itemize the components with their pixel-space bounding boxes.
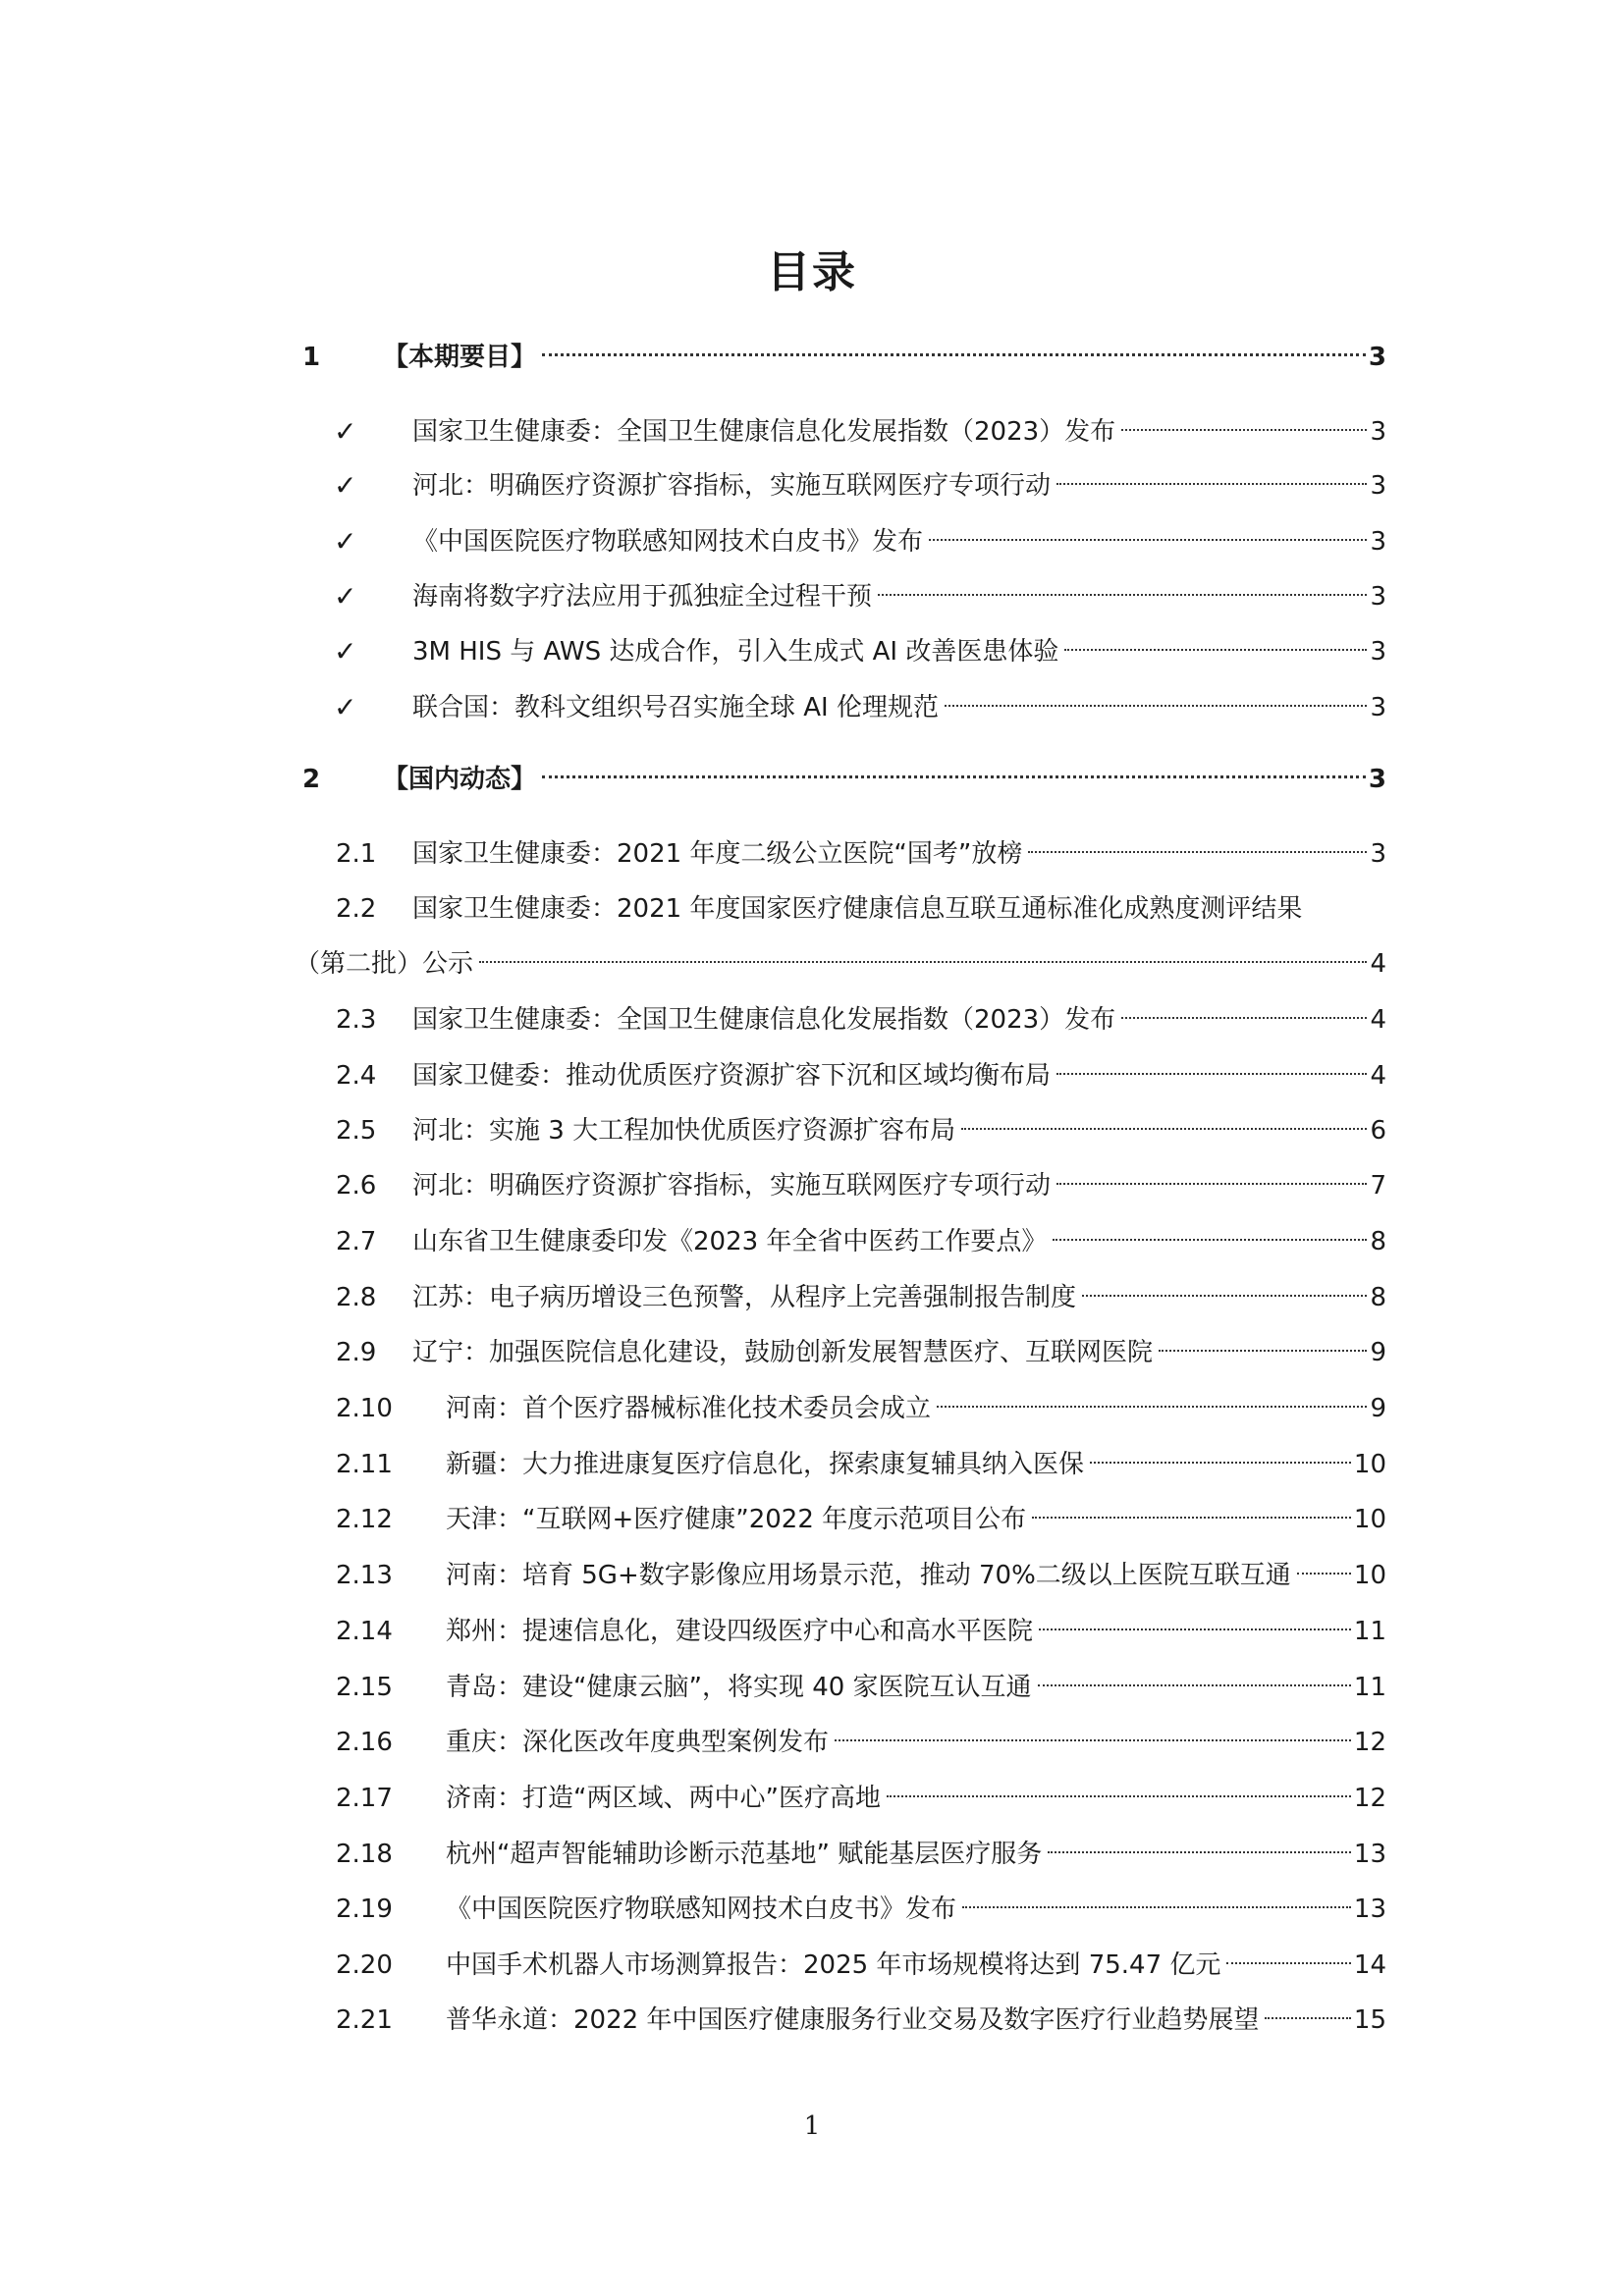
- toc-entry[interactable]: [295, 1888, 1386, 1931]
- entry-page-number: 13: [1353, 1840, 1386, 1869]
- entry-title: 辽宁：加强医院信息化建设，鼓励创新发展智慧医疗、互联网医院: [412, 1338, 1154, 1367]
- entry-number: 2.2: [336, 894, 377, 924]
- dot-leader: [1121, 1017, 1367, 1019]
- entry-page-number: 4: [1370, 949, 1386, 979]
- dot-leader: [542, 353, 1366, 356]
- entry-number: 2.7: [336, 1227, 377, 1256]
- entry-page-number: 3: [1370, 839, 1386, 869]
- entry-page-number: 9: [1370, 1338, 1386, 1367]
- entry-title: 济南：打造“两区域、两中心”医疗高地: [446, 1784, 881, 1813]
- entry-number: 2.6: [336, 1171, 377, 1201]
- entry-number: 2.10: [336, 1394, 393, 1423]
- page-number: 1: [803, 2111, 821, 2141]
- entry-title: 普华永道：2022 年中国医疗健康服务行业交易及数字医疗行业趋势展望: [446, 2005, 1260, 2035]
- entry-title: 江苏：电子病历增设三色预警，从程序上完善强制报告制度: [412, 1283, 1077, 1312]
- dot-leader: [1064, 649, 1367, 651]
- entry-number: 2.9: [336, 1338, 377, 1367]
- entry-page-number: 7: [1370, 1171, 1386, 1201]
- dot-leader: [1297, 1573, 1351, 1575]
- toc-entry[interactable]: [295, 1498, 1386, 1541]
- dot-leader: [937, 1406, 1367, 1408]
- toc-entry[interactable]: [295, 1220, 1386, 1263]
- dot-leader: [878, 594, 1367, 596]
- entry-page-number: 9: [1370, 1394, 1386, 1423]
- toc-entry[interactable]: [295, 1944, 1386, 1987]
- entry-number: 2.4: [336, 1061, 377, 1091]
- checkmark-icon: ✓: [334, 525, 357, 558]
- entry-title: 《中国医院医疗物联感知网技术白皮书》发布: [446, 1895, 957, 1924]
- dot-leader: [1226, 1962, 1351, 1964]
- toc-entry[interactable]: [295, 1109, 1386, 1152]
- entry-page-number: 3: [1370, 693, 1386, 722]
- checkmark-icon: ✓: [334, 691, 357, 723]
- dot-leader: [945, 705, 1367, 707]
- toc-entry[interactable]: [295, 832, 1386, 876]
- toc-entry[interactable]: [295, 1554, 1386, 1597]
- toc-highlight-item[interactable]: [295, 686, 1386, 729]
- entry-page-number: 15: [1353, 2005, 1386, 2035]
- entry-title: 郑州：提速信息化，建设四级医疗中心和高水平医院: [446, 1617, 1034, 1646]
- entry-page-number: 4: [1370, 1005, 1386, 1035]
- entry-page-number: 3: [1370, 417, 1386, 447]
- entry-title: 【国内动态】: [383, 765, 537, 794]
- entry-number: 2.13: [336, 1561, 393, 1590]
- entry-title: 河南：首个医疗器械标准化技术委员会成立: [446, 1394, 932, 1423]
- checkmark-icon: ✓: [334, 469, 357, 502]
- dot-leader: [962, 1906, 1351, 1908]
- dot-leader: [835, 1739, 1351, 1741]
- entry-title: 河北：实施 3 大工程加快优质医疗资源扩容布局: [412, 1116, 956, 1146]
- dot-leader: [887, 1795, 1351, 1797]
- dot-leader: [1056, 1073, 1367, 1075]
- entry-number: 1: [302, 343, 321, 372]
- entry-title: 3M HIS 与 AWS 达成合作，引入生成式 AI 改善医患体验: [412, 637, 1059, 667]
- checkmark-icon: ✓: [334, 635, 357, 667]
- entry-title: 国家卫生健康委：全国卫生健康信息化发展指数（2023）发布: [412, 1005, 1116, 1035]
- entry-title: 杭州“超声智能辅助诊断示范基地” 赋能基层医疗服务: [446, 1840, 1043, 1869]
- toc-highlight-item[interactable]: [295, 630, 1386, 673]
- dot-leader: [1053, 1239, 1367, 1241]
- dot-leader: [479, 961, 1367, 963]
- entry-number: 2.15: [336, 1673, 393, 1702]
- dot-leader: [1056, 1183, 1367, 1185]
- entry-page-number: 3: [1368, 343, 1386, 372]
- toc-entry[interactable]: [295, 1443, 1386, 1486]
- toc-entry[interactable]: [295, 1777, 1386, 1820]
- entry-page-number: 3: [1368, 765, 1386, 794]
- entry-number: 2.11: [336, 1450, 393, 1479]
- dot-leader: [1038, 1684, 1351, 1686]
- entry-number: 2.12: [336, 1505, 393, 1534]
- toc-highlight-item[interactable]: [295, 520, 1386, 563]
- page-title: 目录: [767, 247, 857, 297]
- entry-page-number: 14: [1353, 1950, 1386, 1980]
- entry-title: 山东省卫生健康委印发《2023 年全省中医药工作要点》: [412, 1227, 1048, 1256]
- entry-number: 2.19: [336, 1895, 393, 1924]
- entry-page-number: 3: [1370, 471, 1386, 501]
- entry-page-number: 3: [1370, 527, 1386, 557]
- entry-page-number: 3: [1370, 582, 1386, 612]
- entry-number: 2.8: [336, 1283, 377, 1312]
- toc-entry[interactable]: [295, 1331, 1386, 1374]
- entry-number: 2.18: [336, 1840, 393, 1869]
- entry-page-number: 6: [1370, 1116, 1386, 1146]
- toc-entry[interactable]: [295, 998, 1386, 1041]
- entry-title: 新疆：大力推进康复医疗信息化，探索康复辅具纳入医保: [446, 1450, 1085, 1479]
- checkmark-icon: ✓: [334, 415, 357, 448]
- dot-leader: [1048, 1851, 1351, 1853]
- checkmark-icon: ✓: [334, 580, 357, 613]
- entry-title: 海南将数字疗法应用于孤独症全过程干预: [412, 582, 873, 612]
- entry-title: 《中国医院医疗物联感知网技术白皮书》发布: [412, 527, 924, 557]
- toc-entry[interactable]: [295, 1721, 1386, 1764]
- entry-page-number: 12: [1353, 1728, 1386, 1757]
- entry-page-number: 3: [1370, 637, 1386, 667]
- entry-page-number: 10: [1353, 1561, 1386, 1590]
- toc-entry[interactable]: [295, 1164, 1386, 1207]
- entry-title: 联合国：教科文组织号召实施全球 AI 伦理规范: [412, 693, 939, 722]
- dot-leader: [929, 539, 1367, 541]
- toc-highlight-item[interactable]: [295, 410, 1386, 454]
- dot-leader: [1121, 429, 1367, 431]
- dot-leader: [1028, 851, 1367, 853]
- entry-title: 国家卫生健康委：全国卫生健康信息化发展指数（2023）发布: [412, 417, 1116, 447]
- toc-entry-continuation[interactable]: [295, 942, 1386, 986]
- toc-entry[interactable]: [295, 1999, 1386, 2042]
- entry-page-number: 11: [1353, 1673, 1386, 1702]
- entry-number: 2.3: [336, 1005, 377, 1035]
- entry-number: 2.16: [336, 1728, 393, 1757]
- toc-section-2[interactable]: [295, 758, 1386, 801]
- entry-number: 2.17: [336, 1784, 393, 1813]
- entry-title: 河南：培育 5G+数字影像应用场景示范，推动 70%二级以上医院互联互通: [446, 1561, 1291, 1590]
- entry-title: 【本期要目】: [383, 343, 537, 372]
- entry-page-number: 8: [1370, 1227, 1386, 1256]
- toc-entry[interactable]: [295, 887, 1386, 931]
- entry-title: 河北：明确医疗资源扩容指标，实施互联网医疗专项行动: [412, 1171, 1052, 1201]
- entry-title: 国家卫健委：推动优质医疗资源扩容下沉和区域均衡布局: [412, 1061, 1052, 1091]
- dot-leader: [1090, 1462, 1351, 1464]
- entry-page-number: 11: [1353, 1617, 1386, 1646]
- toc-entry[interactable]: [295, 1666, 1386, 1709]
- toc-entry[interactable]: [295, 1054, 1386, 1097]
- entry-title: 天津：“互联网+医疗健康”2022 年度示范项目公布: [446, 1505, 1027, 1534]
- toc-entry[interactable]: [295, 1610, 1386, 1653]
- dot-leader: [1159, 1350, 1367, 1352]
- dot-leader: [1082, 1295, 1367, 1297]
- entry-page-number: 13: [1353, 1895, 1386, 1924]
- dot-leader: [1265, 2017, 1350, 2019]
- entry-number: 2: [302, 765, 321, 794]
- toc-highlight-item[interactable]: [295, 575, 1386, 618]
- toc-highlight-item[interactable]: [295, 464, 1386, 507]
- entry-number: 2.21: [336, 2005, 393, 2035]
- entry-page-number: 10: [1353, 1505, 1386, 1534]
- dot-leader: [961, 1128, 1367, 1130]
- entry-title: 中国手术机器人市场测算报告：2025 年市场规模将达到 75.47 亿元: [446, 1950, 1221, 1980]
- toc-section-1[interactable]: [295, 336, 1386, 379]
- toc-entry[interactable]: [295, 1387, 1386, 1430]
- entry-page-number: 12: [1353, 1784, 1386, 1813]
- entry-title: 国家卫生健康委：2021 年度二级公立医院“国考”放榜: [412, 839, 1023, 869]
- dot-leader: [1039, 1629, 1351, 1630]
- entry-title: （第二批）公示: [295, 949, 474, 979]
- entry-page-number: 10: [1353, 1450, 1386, 1479]
- dot-leader: [542, 775, 1366, 778]
- entry-page-number: 4: [1370, 1061, 1386, 1091]
- entry-title: 重庆：深化医改年度典型案例发布: [446, 1728, 830, 1757]
- entry-title: 河北：明确医疗资源扩容指标，实施互联网医疗专项行动: [412, 471, 1052, 501]
- entry-number: 2.20: [336, 1950, 393, 1980]
- dot-leader: [1032, 1517, 1351, 1519]
- toc-entry[interactable]: [295, 1833, 1386, 1876]
- entry-number: 2.14: [336, 1617, 393, 1646]
- entry-title: 青岛：建设“健康云脑”，将实现 40 家医院互认互通: [446, 1673, 1032, 1702]
- dot-leader: [1056, 483, 1367, 485]
- entry-title: 国家卫生健康委：2021 年度国家医疗健康信息互联互通标准化成熟度测评结果: [412, 894, 1303, 924]
- toc-entry[interactable]: [295, 1276, 1386, 1319]
- entry-page-number: 8: [1370, 1283, 1386, 1312]
- entry-number: 2.1: [336, 839, 377, 869]
- entry-number: 2.5: [336, 1116, 377, 1146]
